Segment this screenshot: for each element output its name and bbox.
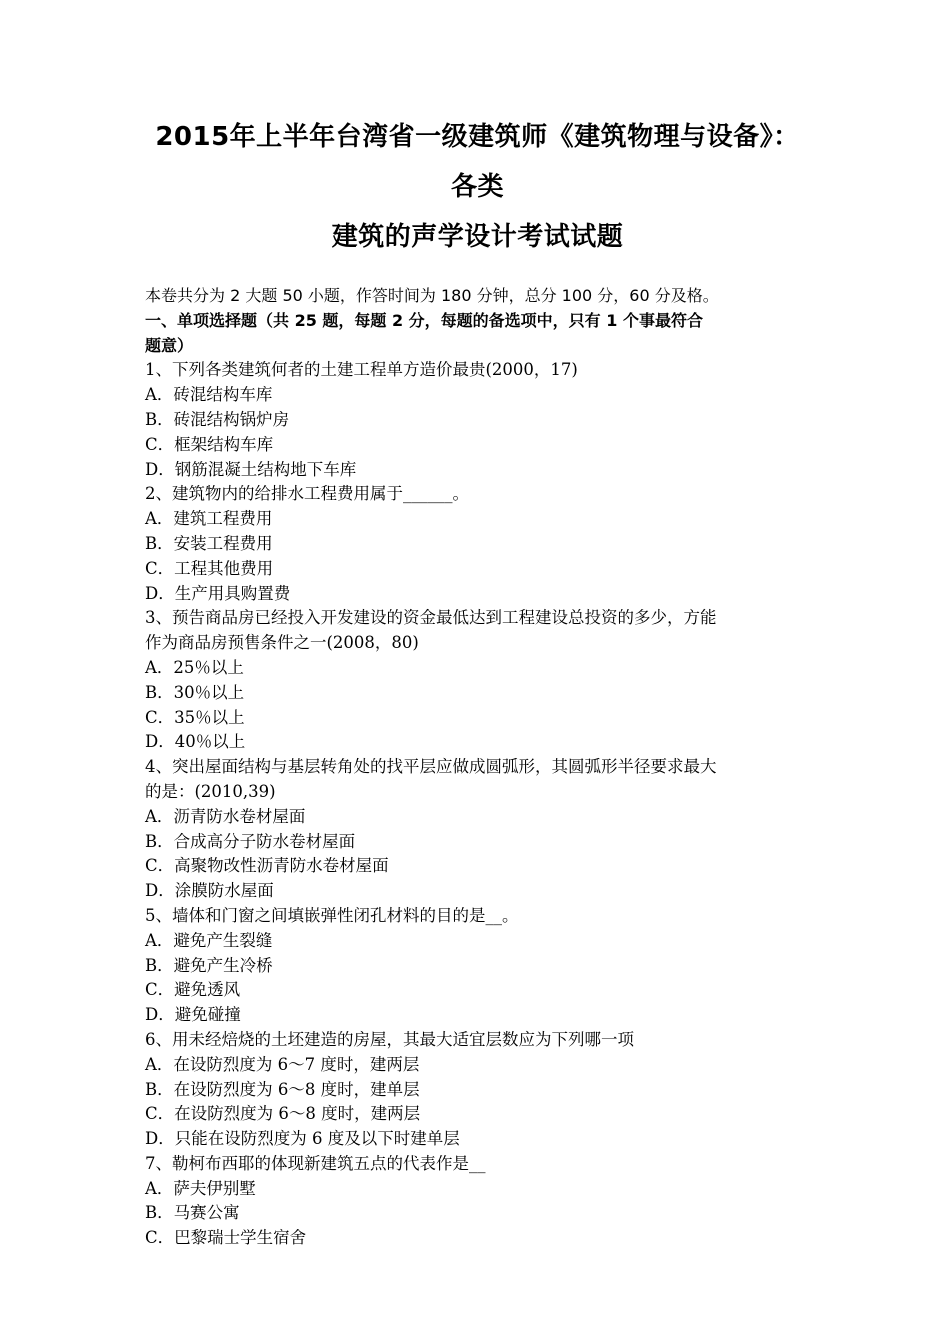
question-item — [145, 358, 810, 482]
question-item — [145, 904, 810, 1028]
answer-option: C．35％以上 — [145, 707, 245, 727]
title-line-1: 2015年上半年台湾省一级建筑师《建筑物理与设备》：各类 — [155, 122, 800, 202]
answer-option: C．高聚物改性沥青防水卷材屋面 — [145, 856, 389, 876]
exam-intro: 本卷共分为 2 大题 50 小题，作答时间为 180 分钟，总分 100 分，60 分及格。 — [145, 286, 719, 305]
answer-option: A．砖混结构车库 — [145, 385, 273, 405]
section-heading-line-2: 题意） — [145, 335, 194, 355]
question-stem: 3、预告商品房已经投入开发建设的资金最低达到工程建设总投资的多少，方能 — [145, 608, 717, 628]
question-stem: 5、墙体和门窗之间填嵌弹性闭孔材料的目的是__。 — [145, 905, 519, 925]
answer-option: C．框架结构车库 — [145, 434, 274, 454]
answer-option: D．钢筋混凝土结构地下车库 — [145, 459, 357, 479]
answer-option: D．生产用具购置费 — [145, 583, 291, 603]
answer-option: C．避免透风 — [145, 980, 241, 1000]
answer-option: C．巴黎瑞士学生宿舍 — [145, 1228, 307, 1248]
question-stem: 4、突出屋面结构与基层转角处的找平层应做成圆弧形，其圆弧形半径要求最大 — [145, 757, 717, 777]
question-item — [145, 755, 810, 904]
answer-option: B．马赛公寓 — [145, 1203, 240, 1223]
answer-option: B．避免产生冷桥 — [145, 955, 273, 975]
question-stem: 6、用未经焙烧的土坯建造的房屋，其最大适宜层数应为下列哪一项 — [145, 1029, 634, 1049]
answer-option: A．沥青防水卷材屋面 — [145, 806, 306, 826]
answer-option: A．建筑工程费用 — [145, 509, 273, 529]
answer-option: D．涂膜防水屋面 — [145, 881, 274, 901]
question-stem: 的是：(2010,39) — [145, 781, 276, 801]
answer-option: D．40％以上 — [145, 732, 246, 752]
question-list — [145, 358, 810, 1251]
question-item — [145, 1028, 810, 1152]
answer-option: A．萨夫伊别墅 — [145, 1178, 256, 1198]
answer-option: B．在设防烈度为 6～8 度时，建单层 — [145, 1079, 420, 1099]
section-heading — [145, 309, 810, 359]
title-line-2: 建筑的声学设计考试试题 — [331, 222, 624, 252]
answer-option: C．工程其他费用 — [145, 558, 274, 578]
answer-option: C．在设防烈度为 6～8 度时，建两层 — [145, 1104, 421, 1124]
section-heading-line-1: 一、单项选择题（共 25 题，每题 2 分，每题的备选项中，只有 1 个事最符合 — [145, 310, 703, 330]
question-stem: 1、下列各类建筑何者的土建工程单方造价最贵(2000，17) — [145, 360, 578, 380]
question-stem: 7、勒柯布西耶的体现新建筑五点的代表作是__ — [145, 1153, 486, 1173]
question-item — [145, 1152, 810, 1251]
document-page — [145, 112, 810, 1251]
document-title — [145, 112, 810, 262]
question-item — [145, 482, 810, 606]
answer-option: A．在设防烈度为 6～7 度时，建两层 — [145, 1054, 420, 1074]
answer-option: D．只能在设防烈度为 6 度及以下时建单层 — [145, 1129, 460, 1149]
answer-option: B．砖混结构锅炉房 — [145, 409, 290, 429]
question-item — [145, 606, 810, 755]
answer-option: B．30％以上 — [145, 682, 245, 702]
answer-option: B．安装工程费用 — [145, 533, 273, 553]
answer-option: B．合成高分子防水卷材屋面 — [145, 831, 356, 851]
answer-option: A．25％以上 — [145, 657, 244, 677]
answer-option: A．避免产生裂缝 — [145, 930, 273, 950]
question-stem: 2、建筑物内的给排水工程费用属于______。 — [145, 484, 469, 504]
question-stem: 作为商品房预售条件之一(2008，80) — [145, 633, 419, 653]
answer-option: D．避免碰撞 — [145, 1005, 241, 1025]
